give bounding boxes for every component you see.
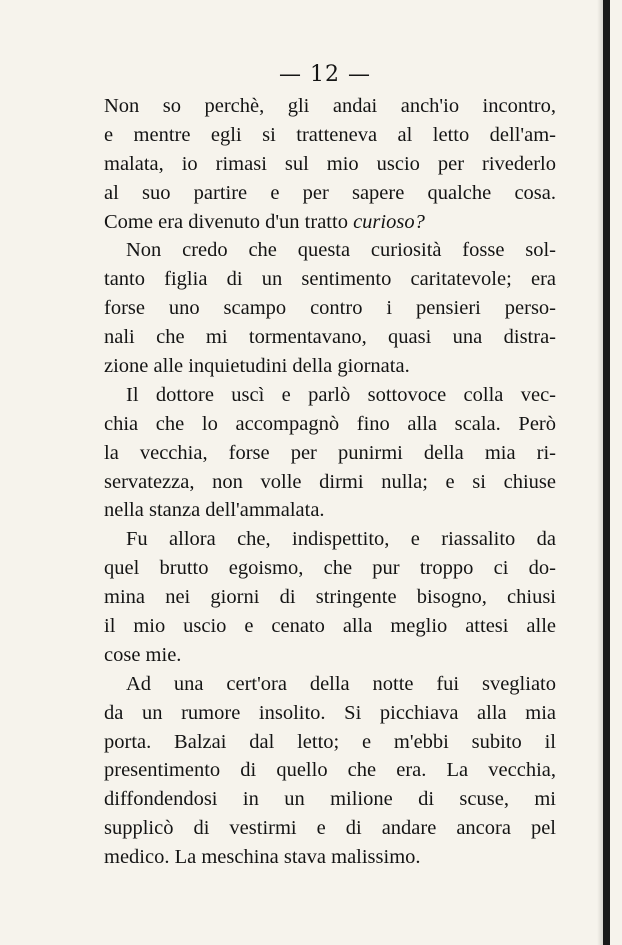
text-line-content: la vecchia, forse per punirmi della mia ri- — [104, 441, 556, 464]
text-line-content: mina nei giorni di stringente bisogno, chiusi — [104, 586, 556, 609]
text-line — [104, 323, 556, 352]
italic-word: curioso? — [353, 210, 425, 233]
text-line-content: cose mie. — [104, 643, 182, 666]
text-line — [104, 583, 556, 612]
text-line — [104, 381, 556, 410]
text-line-content: diffondendosi in un milione di scuse, mi — [104, 788, 556, 811]
text-line-content: nella stanza dell'ammalata. — [104, 499, 325, 522]
text-line — [104, 179, 556, 208]
text-line-content: supplicò di vestirmi e di andare ancora pel — [104, 817, 556, 840]
text-line-content: e mentre egli si tratteneva al letto dell'am- — [104, 123, 556, 146]
text-line — [104, 439, 556, 468]
text-line-content: il mio uscio e cenato alla meglio attesi alle — [104, 615, 556, 638]
text-line-content: Il dottore uscì e parlò sottovoce colla vec- — [126, 383, 556, 406]
text-line — [104, 410, 556, 439]
text-line — [104, 468, 556, 497]
text-line — [104, 265, 556, 294]
text-line-content: al suo partire e per sapere qualche cosa. — [104, 181, 556, 204]
text-line — [104, 554, 556, 583]
text-line — [104, 150, 556, 179]
text-line-content: quel brutto egoismo, che pur troppo ci do- — [104, 557, 556, 580]
text-line-content: malata, io rimasi sul mio uscio per rivederlo — [104, 152, 556, 175]
page-number: — 12 — — [279, 62, 371, 87]
text-line — [104, 92, 556, 121]
text-line-content: nali che mi tormentavano, quasi una distra- — [104, 326, 556, 349]
text-line — [104, 525, 556, 554]
text-line — [104, 294, 556, 323]
text-line-content: presentimento di quello che era. La vecchia, — [104, 759, 556, 782]
text-line-content: porta. Balzai dal letto; e m'ebbi subito il — [104, 730, 556, 753]
text-line-content: Non so perchè, gli andai anch'io incontro, — [104, 95, 556, 117]
text-line — [104, 612, 556, 641]
text-line-content: zione alle inquietudini della giornata. — [104, 355, 410, 378]
body-text — [104, 92, 556, 872]
text-line-content: tanto figlia di un sentimento caritatevole; era — [104, 268, 556, 291]
text-line-content: Non credo che questa curiosità fosse sol- — [126, 239, 556, 262]
page-edge — [603, 0, 610, 945]
text-line — [104, 236, 556, 265]
text-line — [104, 814, 556, 843]
text-line — [104, 121, 556, 150]
text-line-content: medico. La meschina stava malissimo. — [104, 846, 421, 869]
text-line-content: chia che lo accompagnò fino alla scala. Però — [104, 412, 556, 435]
text-line — [104, 641, 556, 670]
text-line-content: Fu allora che, indispettito, e riassalito da — [126, 528, 556, 551]
text-line — [104, 699, 556, 728]
text-line — [104, 843, 556, 872]
text-line — [104, 208, 556, 237]
text-line — [104, 728, 556, 757]
text-line-content: servatezza, non volle dirmi nulla; e si chiuse — [104, 470, 556, 493]
text-line-content: da un rumore insolito. Si picchiava alla mia — [104, 701, 556, 724]
text-line — [104, 352, 556, 381]
text-line-content: Come era divenuto d'un tratto — [104, 210, 348, 233]
text-line — [104, 785, 556, 814]
text-line — [104, 496, 556, 525]
text-line-content: Ad una cert'ora della notte fui svegliato — [126, 672, 556, 695]
text-line — [104, 670, 556, 699]
text-line — [104, 756, 556, 785]
text-line-content: forse uno scampo contro i pensieri perso- — [104, 297, 556, 320]
